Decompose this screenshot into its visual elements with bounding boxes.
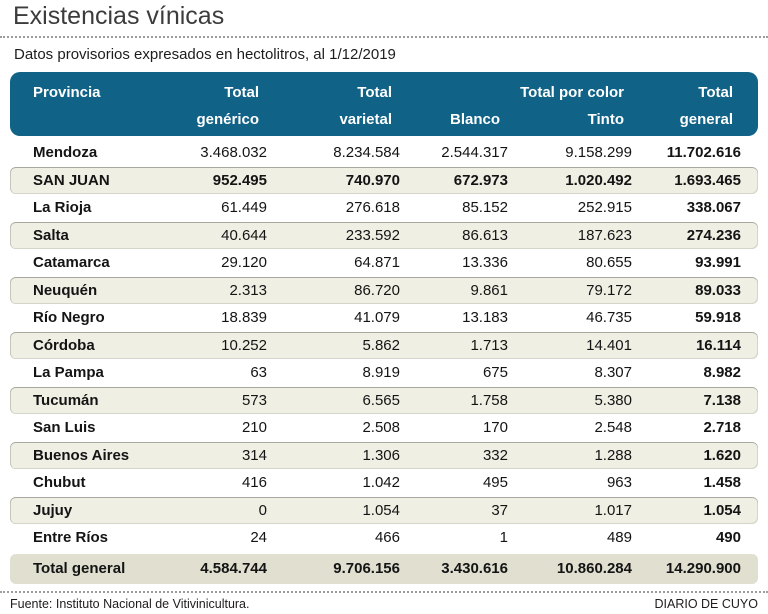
tinto-cell: 252.915: [577, 199, 632, 217]
varietal-cell: 5.862: [362, 336, 400, 354]
tinto-cell: 79.172: [586, 281, 632, 299]
province-cell: Buenos Aires: [33, 446, 130, 464]
varietal-cell: 8.234.584: [333, 144, 400, 162]
varietal-total-cell: 9.706.156: [333, 560, 400, 577]
blanco-cell: 332: [482, 446, 508, 464]
varietal-cell: 2.508: [362, 419, 400, 437]
general-cell: 8.982: [703, 364, 741, 382]
page-title: Existencias vínicas: [13, 2, 225, 30]
table-row: [10, 222, 758, 250]
blanco-cell: 86.613: [462, 226, 508, 244]
table-row: [10, 277, 758, 305]
blanco-cell: 170: [482, 419, 508, 437]
table-row: [10, 139, 758, 167]
province-cell: La Pampa: [33, 364, 104, 382]
general-cell: 1.054: [703, 501, 741, 519]
table-row: [10, 194, 758, 222]
header-general-line1: Total: [698, 84, 733, 101]
province-cell: Neuquén: [33, 281, 98, 299]
blanco-cell: 85.152: [462, 199, 508, 217]
tinto-cell: 8.307: [594, 364, 632, 382]
generico-cell: 314: [241, 446, 267, 464]
varietal-cell: 6.565: [362, 391, 400, 409]
tinto-cell: 489: [606, 529, 632, 547]
table-row: [10, 304, 758, 332]
province-cell: Mendoza: [33, 144, 98, 162]
table-body: [10, 139, 758, 584]
header-generico-line2: genérico: [196, 110, 259, 128]
table-row: [10, 414, 758, 442]
varietal-cell: 276.618: [345, 199, 400, 217]
tinto-total-cell: 10.860.284: [556, 560, 632, 577]
province-cell: Chubut: [33, 474, 86, 492]
generico-cell: 29.120: [221, 254, 267, 272]
table-header: [10, 72, 758, 136]
blanco-cell: 37: [491, 501, 508, 519]
generico-cell: 24: [250, 529, 267, 547]
province-cell: La Rioja: [33, 199, 92, 217]
varietal-cell: 1.306: [362, 446, 400, 464]
general-cell: 274.236: [686, 226, 741, 244]
tinto-cell: 5.380: [594, 391, 632, 409]
total-label-cell: Total general: [33, 560, 126, 577]
generico-cell: 3.468.032: [200, 144, 267, 162]
province-cell: Catamarca: [33, 254, 110, 272]
varietal-cell: 41.079: [354, 309, 400, 327]
generico-cell: 416: [241, 474, 267, 492]
tinto-cell: 1.017: [594, 501, 632, 519]
blanco-cell: 9.861: [470, 281, 508, 299]
province-cell: Tucumán: [33, 391, 99, 409]
blanco-total-cell: 3.430.616: [441, 560, 508, 577]
general-total-cell: 14.290.900: [665, 560, 741, 577]
generico-cell: 2.313: [229, 281, 267, 299]
tinto-cell: 1.288: [594, 446, 632, 464]
header-total-por-color: Total por color: [520, 84, 624, 101]
table-row: [10, 332, 758, 360]
subtitle: Datos provisorios expresados en hectolitros, al 1/12/2019: [14, 46, 396, 63]
tinto-cell: 1.020.492: [565, 171, 632, 189]
header-general-line2: general: [679, 110, 733, 128]
tinto-cell: 46.735: [586, 309, 632, 327]
blanco-cell: 13.183: [462, 309, 508, 327]
table-row: [10, 469, 758, 497]
header-tinto: Tinto: [587, 110, 624, 128]
tinto-cell: 187.623: [577, 226, 632, 244]
varietal-cell: 8.919: [362, 364, 400, 382]
table-row: [10, 442, 758, 470]
tinto-cell: 2.548: [594, 419, 632, 437]
general-cell: 1.620: [703, 446, 741, 464]
generico-cell: 210: [241, 419, 267, 437]
generico-cell: 40.644: [221, 226, 267, 244]
varietal-cell: 1.042: [362, 474, 400, 492]
province-cell: Córdoba: [33, 336, 95, 354]
general-cell: 338.067: [686, 199, 741, 217]
table-row: [10, 524, 758, 552]
generico-cell: 61.449: [221, 199, 267, 217]
general-cell: 7.138: [703, 391, 741, 409]
table-row: [10, 497, 758, 525]
general-cell: 1.458: [703, 474, 741, 492]
varietal-cell: 233.592: [345, 226, 400, 244]
general-cell: 1.693.465: [674, 171, 741, 189]
province-cell: SAN JUAN: [33, 171, 110, 189]
generico-cell: 10.252: [221, 336, 267, 354]
generico-cell: 573: [241, 391, 267, 409]
province-cell: San Luis: [33, 419, 96, 437]
province-cell: Jujuy: [33, 501, 73, 519]
province-cell: Salta: [33, 226, 69, 244]
tinto-cell: 80.655: [586, 254, 632, 272]
general-cell: 2.718: [703, 419, 741, 437]
header-blanco: Blanco: [449, 110, 500, 128]
varietal-cell: 740.970: [345, 171, 400, 189]
varietal-cell: 466: [374, 529, 400, 547]
general-cell: 93.991: [695, 254, 741, 272]
generico-cell: 18.839: [221, 309, 267, 327]
province-cell: Río Negro: [33, 309, 105, 327]
general-cell: 16.114: [695, 336, 741, 354]
varietal-cell: 86.720: [354, 281, 400, 299]
source-credit: Fuente: Instituto Nacional de Vitivinicultura.: [10, 597, 250, 611]
generico-cell: 63: [250, 364, 267, 382]
generico-cell: 952.495: [212, 171, 267, 189]
general-cell: 490: [715, 529, 741, 547]
table-row: [10, 387, 758, 415]
general-cell: 11.702.616: [666, 144, 741, 162]
generico-cell: 0: [258, 501, 267, 519]
header-generico-line1: Total: [224, 84, 259, 101]
blanco-cell: 672.973: [453, 171, 508, 189]
general-cell: 89.033: [695, 281, 741, 299]
table-row-highlight: [10, 167, 758, 195]
dotted-divider-top: [0, 36, 768, 38]
table-total-row: [10, 554, 758, 584]
blanco-cell: 2.544.317: [441, 144, 508, 162]
dotted-divider-bottom: [0, 591, 768, 593]
blanco-cell: 13.336: [462, 254, 508, 272]
province-cell: Entre Ríos: [33, 529, 109, 547]
varietal-cell: 64.871: [354, 254, 400, 272]
tinto-cell: 14.401: [586, 336, 632, 354]
tinto-cell: 963: [606, 474, 632, 492]
tinto-cell: 9.158.299: [565, 144, 632, 162]
blanco-cell: 495: [482, 474, 508, 492]
blanco-cell: 675: [482, 364, 508, 382]
varietal-cell: 1.054: [362, 501, 400, 519]
publisher-credit: DIARIO DE CUYO: [654, 597, 758, 611]
blanco-cell: 1.713: [470, 336, 508, 354]
blanco-cell: 1.758: [470, 391, 508, 409]
table-row: [10, 359, 758, 387]
general-cell: 59.918: [695, 309, 741, 327]
header-varietal-line1: Total: [357, 84, 392, 101]
table-row: [10, 249, 758, 277]
generico-total-cell: 4.584.744: [200, 560, 267, 577]
blanco-cell: 1: [499, 529, 508, 547]
header-provincia: Provincia: [33, 84, 101, 101]
header-varietal-line2: varietal: [339, 110, 392, 128]
